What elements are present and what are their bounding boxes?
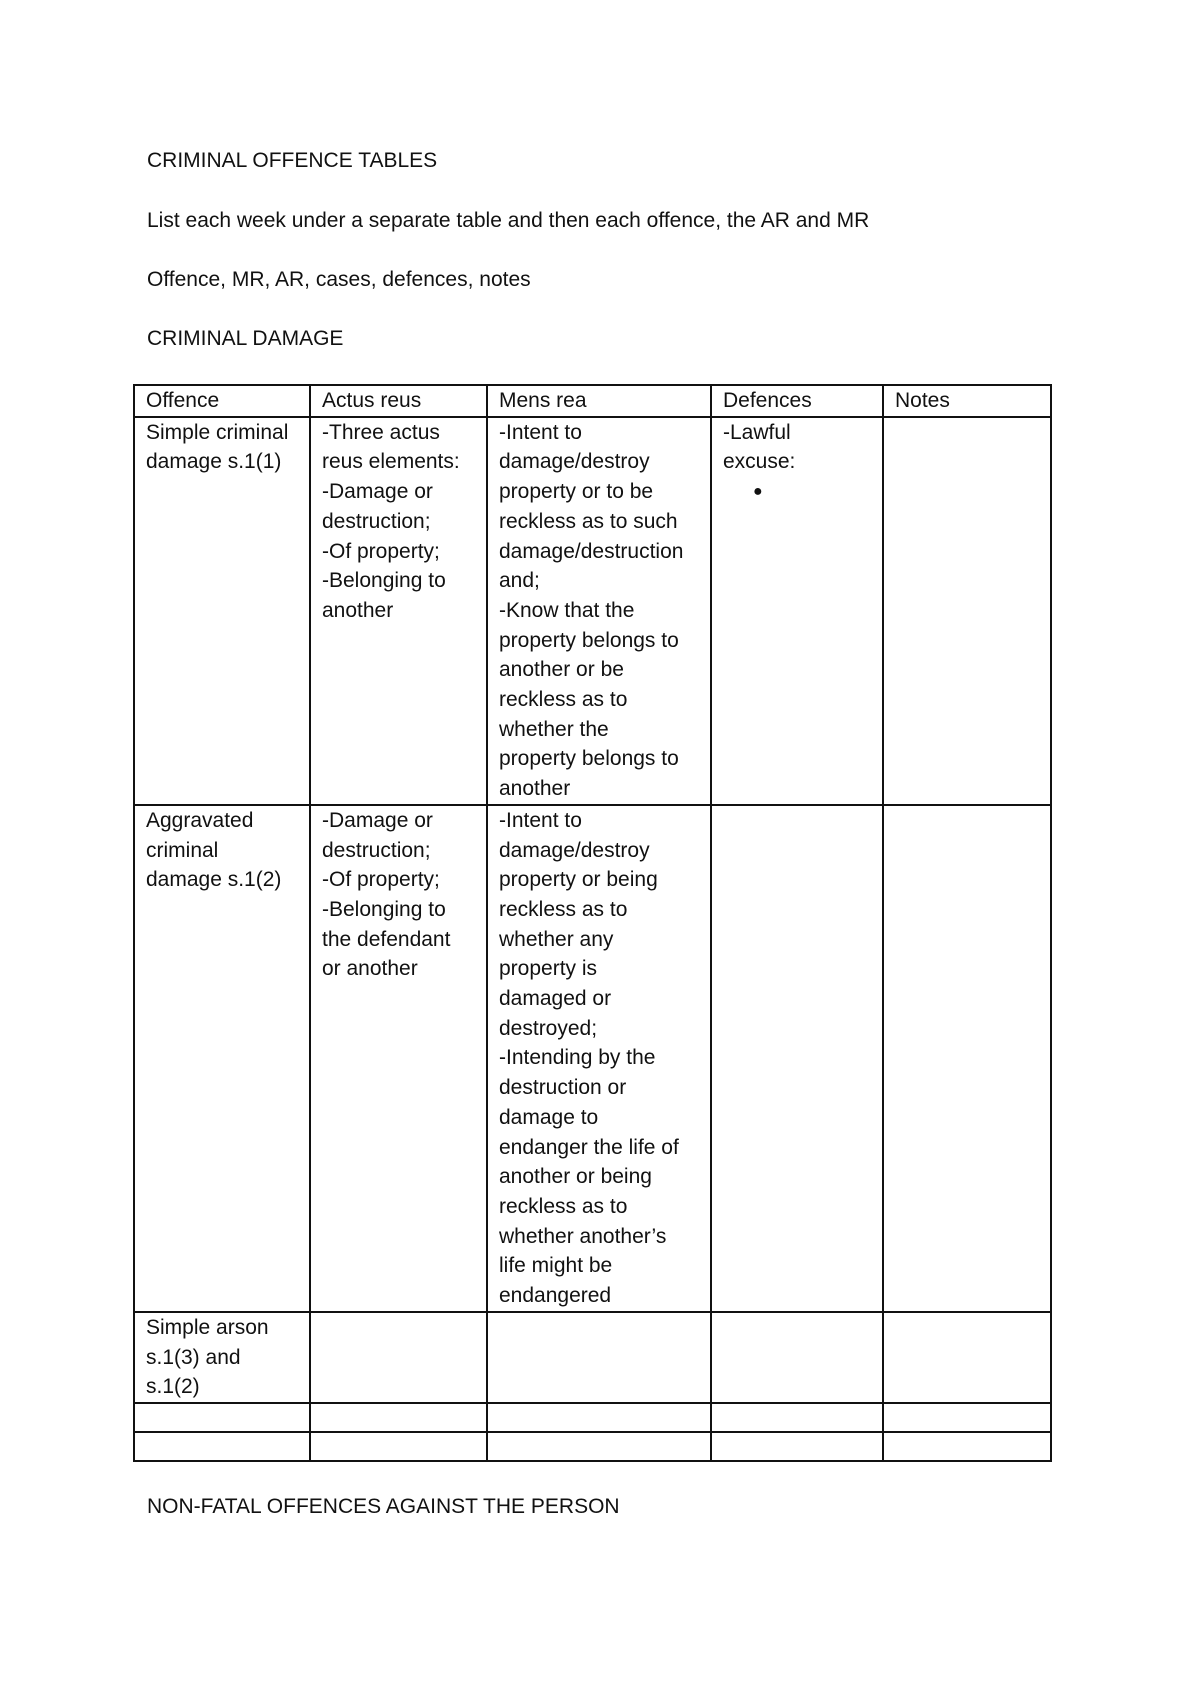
empty-table-row bbox=[134, 1403, 1051, 1432]
fields-text: Offence, MR, AR, cases, defences, notes bbox=[147, 268, 531, 291]
table-row bbox=[134, 417, 1051, 805]
cell-line: excuse: bbox=[723, 450, 796, 474]
cell-line: property or to be bbox=[499, 480, 654, 504]
section-heading-non-fatal-offences: NON-FATAL OFFENCES AGAINST THE PERSON bbox=[147, 1495, 620, 1518]
table-row bbox=[134, 1312, 1051, 1403]
header-notes: Notes bbox=[883, 385, 1051, 417]
defences-cell bbox=[711, 1312, 883, 1403]
mens-rea-cell bbox=[487, 417, 711, 805]
cell-line: -Of property; bbox=[322, 539, 440, 563]
cell-line: damage to bbox=[499, 1105, 599, 1129]
cell-line: -Damage or bbox=[322, 808, 433, 832]
cell-line: endangered bbox=[499, 1284, 612, 1308]
bullet-icon: ● bbox=[753, 483, 763, 501]
cell-line: the defendant bbox=[322, 927, 451, 951]
criminal-damage-table bbox=[133, 384, 1052, 1462]
cell-line: reckless as to bbox=[499, 1194, 628, 1218]
cell-line: -Intending by the bbox=[499, 1046, 656, 1070]
cell-line: damage s.1(1) bbox=[146, 450, 282, 474]
cell-line: damage/destruction bbox=[499, 539, 684, 563]
cell-line: property or being bbox=[499, 868, 658, 892]
cell-line: reckless as to bbox=[499, 688, 628, 712]
empty-cell bbox=[134, 1403, 310, 1432]
cell-line: damaged or bbox=[499, 987, 612, 1011]
cell-line: -Know that the bbox=[499, 598, 635, 622]
cell-line: property belongs to bbox=[499, 628, 679, 652]
cell-line: -Intent to bbox=[499, 420, 582, 444]
actus-reus-cell bbox=[310, 417, 487, 805]
mens-rea-cell bbox=[487, 805, 711, 1312]
offence-cell bbox=[134, 417, 310, 805]
document-title: CRIMINAL OFFENCE TABLES bbox=[147, 149, 438, 172]
cell-line: whether the bbox=[499, 717, 609, 741]
cell-line: -Belonging to bbox=[322, 897, 446, 921]
empty-cell bbox=[310, 1432, 487, 1461]
cell-line: -Belonging to bbox=[322, 569, 446, 593]
cell-line: another bbox=[322, 598, 394, 622]
actus-reus-cell bbox=[310, 805, 487, 1312]
offence-cell bbox=[134, 805, 310, 1312]
cell-line: criminal bbox=[146, 838, 219, 862]
cell-line: Simple criminal bbox=[146, 420, 289, 444]
table-row bbox=[134, 805, 1051, 1312]
cell-line: property belongs to bbox=[499, 747, 679, 771]
empty-cell bbox=[711, 1432, 883, 1461]
cell-line: Simple arson bbox=[146, 1315, 269, 1339]
empty-table-row bbox=[134, 1432, 1051, 1461]
cell-line: Aggravated bbox=[146, 808, 254, 832]
cell-line: and; bbox=[499, 569, 540, 593]
cell-line: reckless as to such bbox=[499, 509, 678, 533]
header-actus-reus: Actus reus bbox=[310, 385, 487, 417]
offence-cell bbox=[134, 1312, 310, 1403]
cell-line: damage/destroy bbox=[499, 838, 650, 862]
cell-line: life might be bbox=[499, 1254, 613, 1278]
cell-line: -Three actus bbox=[322, 420, 440, 444]
empty-cell bbox=[310, 1403, 487, 1432]
cell-line: s.1(3) and bbox=[146, 1345, 241, 1369]
cell-line: or another bbox=[322, 957, 418, 981]
actus-reus-cell bbox=[310, 1312, 487, 1403]
empty-cell bbox=[883, 1403, 1051, 1432]
header-defences: Defences bbox=[711, 385, 883, 417]
empty-cell bbox=[487, 1403, 711, 1432]
cell-line: another or being bbox=[499, 1165, 652, 1189]
cell-line: whether another’s bbox=[499, 1224, 667, 1248]
cell-line: destruction; bbox=[322, 838, 431, 862]
cell-line: destruction; bbox=[322, 509, 431, 533]
cell-line: s.1(2) bbox=[146, 1375, 200, 1399]
cell-line: destruction or bbox=[499, 1076, 627, 1100]
defences-cell bbox=[711, 417, 883, 805]
header-offence: Offence bbox=[134, 385, 310, 417]
table-header-row bbox=[134, 385, 1051, 417]
defences-cell bbox=[711, 805, 883, 1312]
notes-cell bbox=[883, 1312, 1051, 1403]
cell-line: reckless as to bbox=[499, 897, 628, 921]
cell-line: -Damage or bbox=[322, 480, 433, 504]
cell-line: property is bbox=[499, 957, 598, 981]
cell-line: destroyed; bbox=[499, 1016, 598, 1040]
section-heading-criminal-damage: CRIMINAL DAMAGE bbox=[147, 327, 344, 350]
empty-cell bbox=[134, 1432, 310, 1461]
empty-cell bbox=[487, 1432, 711, 1461]
cell-line: -Lawful bbox=[723, 420, 791, 444]
empty-cell bbox=[711, 1403, 883, 1432]
cell-line: -Intent to bbox=[499, 808, 582, 832]
cell-line: damage/destroy bbox=[499, 450, 650, 474]
header-mens-rea: Mens rea bbox=[487, 385, 711, 417]
cell-line: reus elements: bbox=[322, 450, 460, 474]
cell-line: endanger the life of bbox=[499, 1135, 679, 1159]
instruction-text: List each week under a separate table and then each offence, the AR and MR bbox=[147, 209, 870, 232]
cell-line: another bbox=[499, 777, 571, 801]
mens-rea-cell bbox=[487, 1312, 711, 1403]
notes-cell bbox=[883, 417, 1051, 805]
cell-line: -Of property; bbox=[322, 868, 440, 892]
notes-cell bbox=[883, 805, 1051, 1312]
cell-line: damage s.1(2) bbox=[146, 868, 282, 892]
empty-cell bbox=[883, 1432, 1051, 1461]
cell-line: another or be bbox=[499, 658, 624, 682]
cell-line: whether any bbox=[499, 927, 614, 951]
